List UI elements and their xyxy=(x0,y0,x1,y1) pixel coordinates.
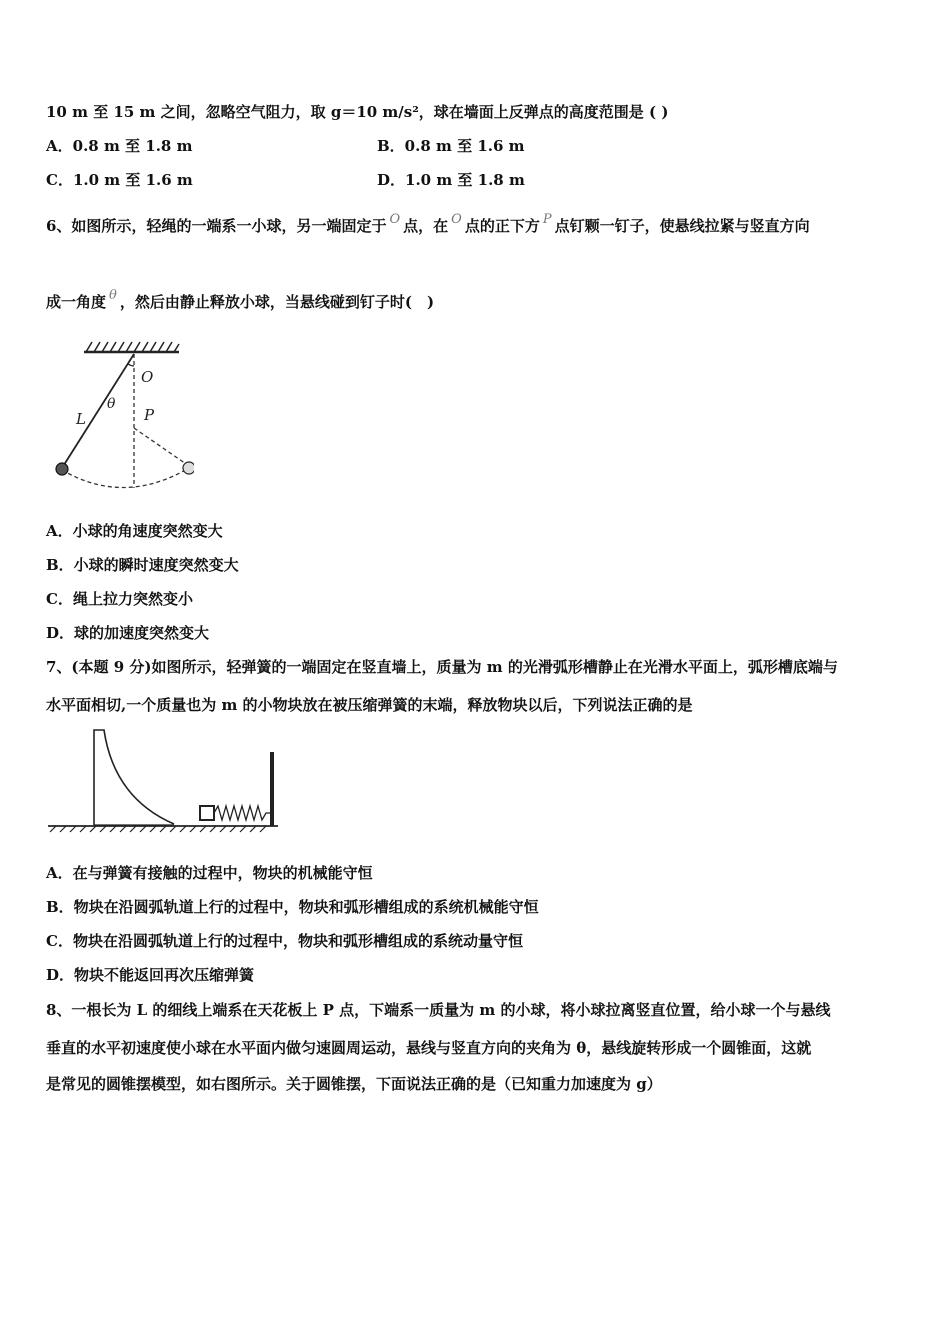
pendulum-string xyxy=(62,354,134,468)
q5-stem: 10 m 至 15 m 之间，忽略空气阻力，取 g＝10 m/s²，球在墙面上反弹点的高度范围是 ( ) xyxy=(46,103,669,121)
q6-stem-part4: 点钉颗一钉子，使悬线拉紧与竖直方向 xyxy=(554,217,810,235)
q7-option-b: B．物块在沿圆弧轨道上行的过程中，物块和弧形槽组成的系统机械能守恒 xyxy=(46,898,539,916)
q8-line2: 垂直的水平初速度使小球在水平面内做匀速圆周运动，悬线与竖直方向的夹角为 θ，悬线旋转形成一个圆锥面，这就 xyxy=(46,1039,812,1057)
q6-stem-line1 xyxy=(46,212,810,238)
symbol-p: P xyxy=(542,212,552,227)
trajectory-arc xyxy=(62,468,189,488)
ground-hatch xyxy=(50,826,266,832)
label-l: L xyxy=(76,410,86,428)
label-p: P xyxy=(144,406,155,424)
spring xyxy=(214,806,270,820)
q6-stem-line2 xyxy=(46,288,435,314)
q6-stem-part2: 点，在 xyxy=(403,217,449,235)
ball-left xyxy=(56,463,68,475)
q5-option-c: C．1.0 m 至 1.6 m xyxy=(46,171,193,189)
q6-option-b: B．小球的瞬时速度突然变大 xyxy=(46,556,239,574)
spring-track-figure xyxy=(44,728,284,834)
q6-stem-line2b: ，然后由静止释放小球，当悬线碰到钉子时( ) xyxy=(119,293,435,311)
q7-stem-line2: 水平面相切,一个质量也为 m 的小物块放在被压缩弹簧的末端，释放物块以后，下列说法正确的是 xyxy=(46,696,693,714)
q5-option-d: D．1.0 m 至 1.8 m xyxy=(377,171,525,189)
q6-option-a: A．小球的角速度突然变大 xyxy=(46,522,223,540)
q6-option-d: D．球的加速度突然变大 xyxy=(46,624,210,642)
q6-stem-part3: 点的正下方 xyxy=(464,217,540,235)
label-o: O xyxy=(141,368,154,386)
label-theta: θ xyxy=(107,396,116,412)
q6-option-c: C．绳上拉力突然变小 xyxy=(46,590,193,608)
arc-groove xyxy=(94,730,174,825)
ball-right xyxy=(183,462,194,474)
q5-option-a: A．0.8 m 至 1.8 m xyxy=(46,137,193,155)
symbol-theta: θ xyxy=(109,288,117,303)
q6-stem-line2a: 成一角度 xyxy=(46,293,107,311)
q7-option-a: A．在与弹簧有接触的过程中，物块的机械能守恒 xyxy=(46,864,373,882)
q8-line3: 是常见的圆锥摆模型，如右图所示。关于圆锥摆，下面说法正确的是（已知重力加速度为 g） xyxy=(46,1075,662,1093)
angle-arc xyxy=(128,364,134,366)
symbol-o: O xyxy=(389,212,401,227)
dashed-string-after-nail xyxy=(134,428,189,466)
q5-option-b: B．0.8 m 至 1.6 m xyxy=(377,137,525,155)
ceiling-hatch xyxy=(86,342,179,352)
q6-stem-part1: 6、如图所示，轻绳的一端系一小球，另一端固定于 xyxy=(46,217,387,235)
q8-line1: 8、一根长为 L 的细线上端系在天花板上 P 点，下端系一质量为 m 的小球，将小球拉离竖直位置，给小球一个与悬线 xyxy=(46,1001,831,1019)
q7-option-c: C．物块在沿圆弧轨道上行的过程中，物块和弧形槽组成的系统动量守恒 xyxy=(46,932,523,950)
q7-option-d: D．物块不能返回再次压缩弹簧 xyxy=(46,966,255,984)
block xyxy=(200,806,214,820)
pendulum-figure xyxy=(44,338,194,498)
symbol-o-2: O xyxy=(451,212,462,227)
wall xyxy=(270,752,274,826)
q7-stem-line1: 7、(本题 9 分)如图所示，轻弹簧的一端固定在竖直墙上，质量为 m 的光滑弧形槽静止在光滑水平面上，弧形槽底端与 xyxy=(46,658,838,676)
